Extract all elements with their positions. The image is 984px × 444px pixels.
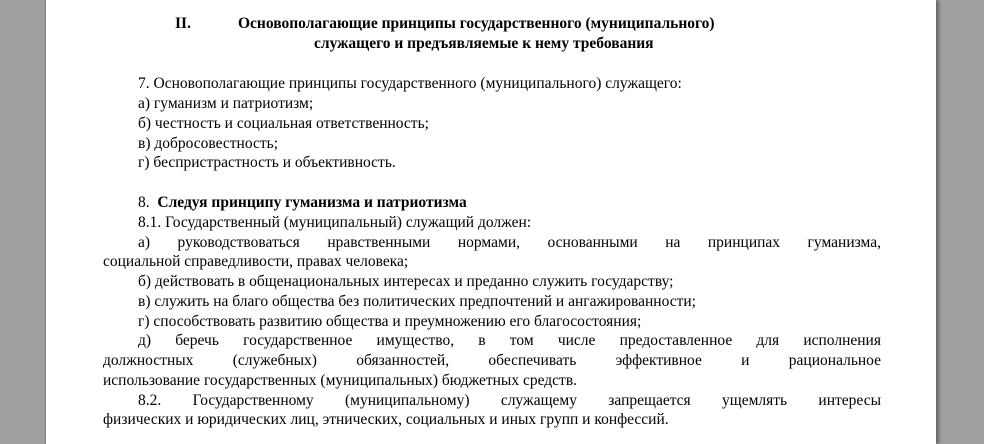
item-8-2-line-2: физических и юридических лиц, этнических, социальных и иных групп и конфессий. bbox=[103, 411, 669, 428]
item-8-2-line-1 bbox=[138, 391, 881, 411]
item-7-point-b: б) честность и социальная ответственность; bbox=[138, 115, 429, 132]
section-title-line-1: Основополагающие принципы государственного (муниципального) bbox=[238, 15, 715, 32]
item-8-number: 8. bbox=[138, 194, 150, 211]
item-7-point-a: а) гуманизм и патриотизм; bbox=[138, 95, 314, 112]
item-8-1-a-line-1 bbox=[138, 233, 881, 253]
item-8-1-e-line-1 bbox=[138, 331, 881, 351]
item-8-1-c: в) служить на благо общества без политических предпочтений и ангажированности; bbox=[138, 293, 696, 310]
item-8-1-b: б) действовать в общенациональных интересах и преданно служить государству; bbox=[138, 273, 674, 290]
section-title-line-2: служащего и предъявляемые к нему требования bbox=[314, 35, 654, 52]
item-8-1-intro: 8.1. Государственный (муниципальный) служащий должен: bbox=[138, 214, 532, 231]
section-number: II. bbox=[175, 15, 191, 32]
item-8-2-line-1-text: 8.2. Государственному (муниципальному) служащему запрещается ущемлять интересы bbox=[138, 392, 881, 409]
item-8-1-e-line-1-text: д) беречь государственное имущество, в том числе предоставленное для исполнения bbox=[138, 332, 881, 349]
item-8-1-a-line-2: социальной справедливости, правах человека; bbox=[103, 253, 409, 270]
item-7-point-d: г) беспристрастность и объективность. bbox=[138, 154, 396, 171]
item-7-point-c: в) добросовестность; bbox=[138, 135, 278, 152]
item-8-heading-row bbox=[138, 193, 467, 213]
item-8-1-d: г) способствовать развитию общества и преумножению его благосостояния; bbox=[138, 313, 642, 330]
item-8-1-e-line-3: использование государственных (муниципальных) бюджетных средств. bbox=[103, 372, 578, 389]
item-8-heading: Следуя принципу гуманизма и патриотизма bbox=[157, 194, 467, 211]
item-8-1-a-line-1-text: а) руководствоваться нравственными нормами, основанными на принципах гуманизма, bbox=[138, 234, 881, 251]
item-8-1-e-line-2-text: должностных (служебных) обязанностей, обеспечивать эффективное и рациональное bbox=[103, 352, 881, 369]
item-7-intro: 7. Основополагающие принципы государственного (муниципального) служащего: bbox=[138, 75, 682, 92]
item-8-1-e-line-2 bbox=[103, 351, 881, 371]
document-page bbox=[46, 0, 936, 444]
